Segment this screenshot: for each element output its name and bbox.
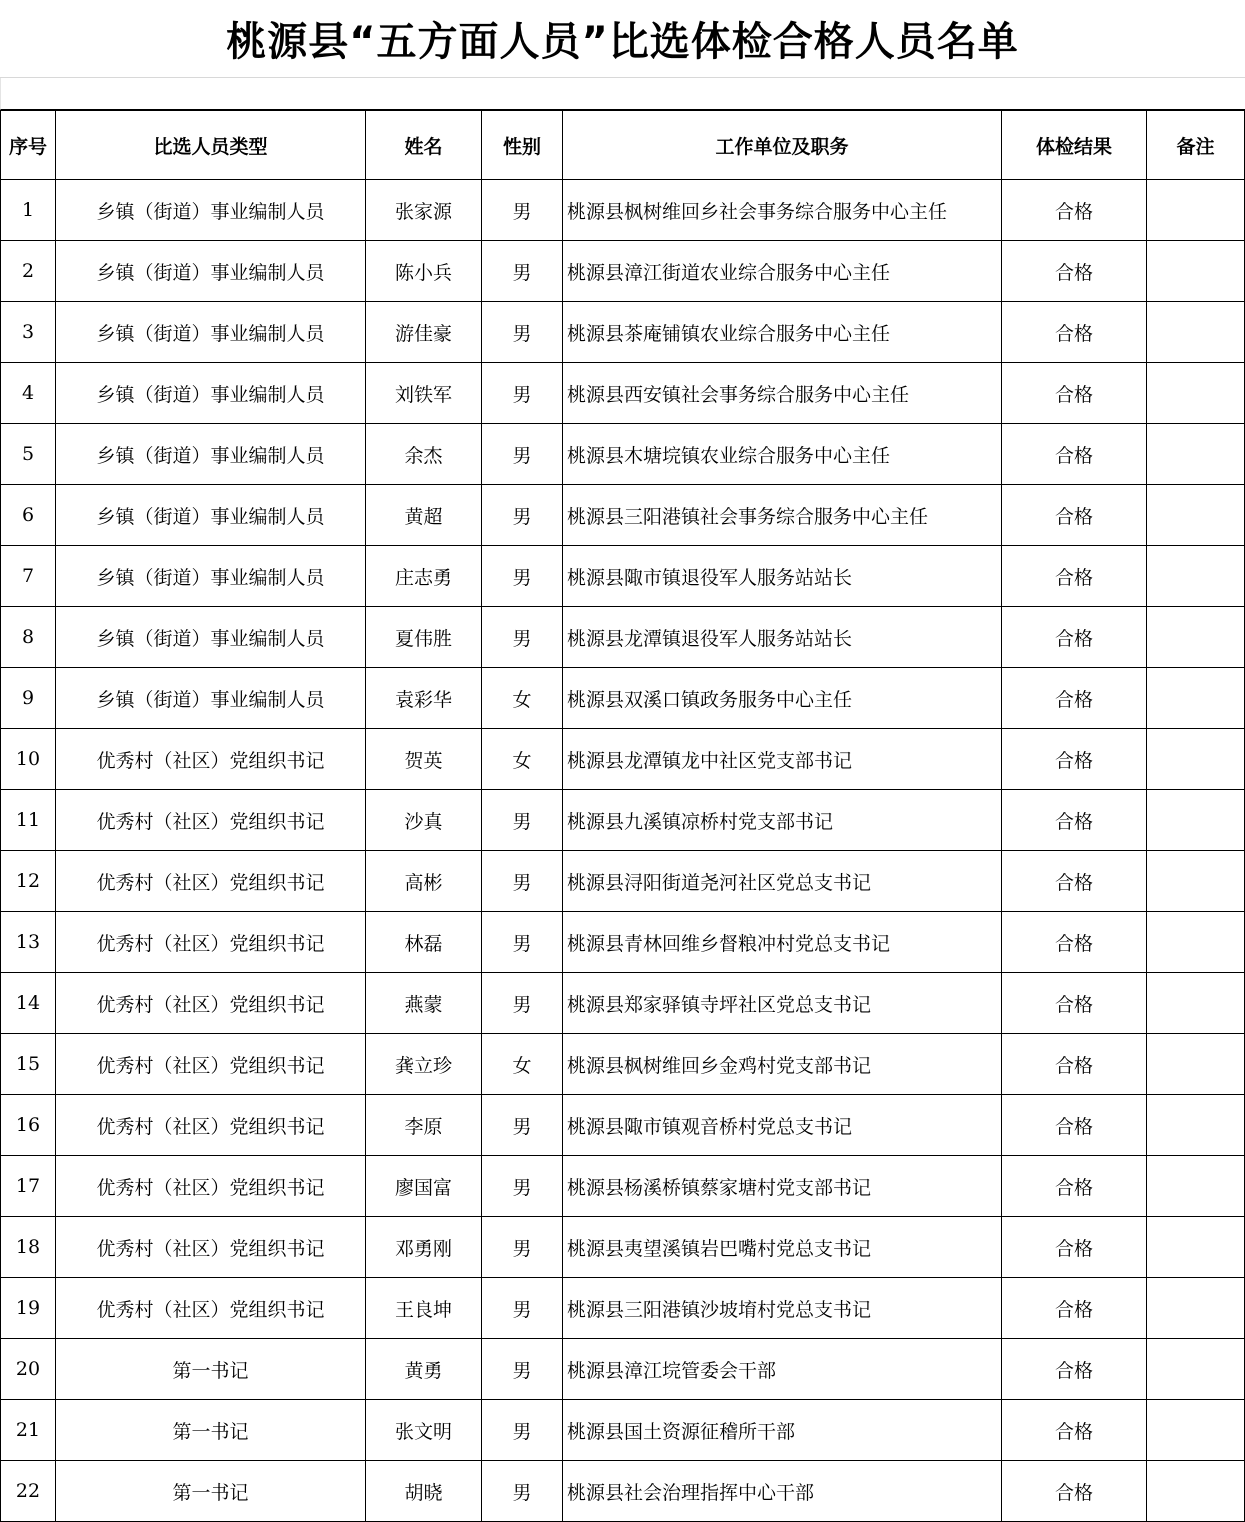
cell-type: 乡镇（街道）事业编制人员	[56, 668, 366, 729]
cell-name: 燕蒙	[366, 973, 482, 1034]
cell-unit: 桃源县龙潭镇龙中社区党支部书记	[563, 729, 1002, 790]
header-name: 姓名	[366, 111, 482, 180]
cell-result: 合格	[1002, 1095, 1147, 1156]
cell-result: 合格	[1002, 180, 1147, 241]
title-row	[0, 0, 1245, 78]
cell-type: 优秀村（社区）党组织书记	[56, 851, 366, 912]
cell-unit: 桃源县三阳港镇社会事务综合服务中心主任	[563, 485, 1002, 546]
cell-type: 乡镇（街道）事业编制人员	[56, 363, 366, 424]
cell-name: 胡晓	[366, 1461, 482, 1522]
cell-gender: 男	[482, 1278, 563, 1339]
cell-result: 合格	[1002, 1278, 1147, 1339]
cell-gender: 男	[482, 912, 563, 973]
table-row	[1, 1156, 1245, 1217]
cell-result: 合格	[1002, 363, 1147, 424]
cell-gender: 男	[482, 424, 563, 485]
cell-note	[1147, 1217, 1245, 1278]
cell-type: 优秀村（社区）党组织书记	[56, 912, 366, 973]
cell-result: 合格	[1002, 668, 1147, 729]
cell-note	[1147, 1156, 1245, 1217]
cell-no: 2	[1, 241, 56, 302]
cell-type: 乡镇（街道）事业编制人员	[56, 241, 366, 302]
cell-gender: 男	[482, 302, 563, 363]
cell-result: 合格	[1002, 1461, 1147, 1522]
cell-no: 21	[1, 1400, 56, 1461]
cell-no: 16	[1, 1095, 56, 1156]
header-no: 序号	[1, 111, 56, 180]
cell-result: 合格	[1002, 241, 1147, 302]
cell-no: 10	[1, 729, 56, 790]
cell-note	[1147, 851, 1245, 912]
cell-no: 22	[1, 1461, 56, 1522]
cell-type: 优秀村（社区）党组织书记	[56, 729, 366, 790]
table-row	[1, 424, 1245, 485]
cell-note	[1147, 1400, 1245, 1461]
cell-gender: 男	[482, 241, 563, 302]
cell-no: 17	[1, 1156, 56, 1217]
cell-note	[1147, 790, 1245, 851]
cell-gender: 男	[482, 607, 563, 668]
cell-no: 9	[1, 668, 56, 729]
table-row	[1, 1034, 1245, 1095]
table-row	[1, 668, 1245, 729]
cell-name: 黄勇	[366, 1339, 482, 1400]
cell-name: 邓勇刚	[366, 1217, 482, 1278]
cell-unit: 桃源县漳江街道农业综合服务中心主任	[563, 241, 1002, 302]
cell-gender: 男	[482, 546, 563, 607]
cell-result: 合格	[1002, 790, 1147, 851]
cell-result: 合格	[1002, 485, 1147, 546]
cell-note	[1147, 912, 1245, 973]
cell-type: 优秀村（社区）党组织书记	[56, 973, 366, 1034]
cell-unit: 桃源县茶庵铺镇农业综合服务中心主任	[563, 302, 1002, 363]
personnel-table	[0, 110, 1245, 1522]
table-row	[1, 1278, 1245, 1339]
table-row	[1, 973, 1245, 1034]
cell-gender: 男	[482, 790, 563, 851]
header-result: 体检结果	[1002, 111, 1147, 180]
cell-no: 4	[1, 363, 56, 424]
cell-note	[1147, 607, 1245, 668]
cell-result: 合格	[1002, 1217, 1147, 1278]
cell-gender: 女	[482, 1034, 563, 1095]
cell-type: 乡镇（街道）事业编制人员	[56, 485, 366, 546]
cell-note	[1147, 729, 1245, 790]
header-row	[1, 111, 1245, 180]
cell-note	[1147, 485, 1245, 546]
cell-unit: 桃源县夷望溪镇岩巴嘴村党总支书记	[563, 1217, 1002, 1278]
cell-no: 11	[1, 790, 56, 851]
cell-no: 7	[1, 546, 56, 607]
cell-type: 优秀村（社区）党组织书记	[56, 1278, 366, 1339]
cell-unit: 桃源县木塘垸镇农业综合服务中心主任	[563, 424, 1002, 485]
cell-unit: 桃源县枫树维回乡金鸡村党支部书记	[563, 1034, 1002, 1095]
cell-name: 夏伟胜	[366, 607, 482, 668]
cell-no: 20	[1, 1339, 56, 1400]
table-row	[1, 729, 1245, 790]
cell-name: 王良坤	[366, 1278, 482, 1339]
cell-name: 林磊	[366, 912, 482, 973]
cell-type: 优秀村（社区）党组织书记	[56, 1034, 366, 1095]
cell-no: 13	[1, 912, 56, 973]
cell-note	[1147, 973, 1245, 1034]
cell-no: 5	[1, 424, 56, 485]
table-row	[1, 302, 1245, 363]
cell-name: 陈小兵	[366, 241, 482, 302]
cell-note	[1147, 180, 1245, 241]
cell-no: 3	[1, 302, 56, 363]
cell-type: 优秀村（社区）党组织书记	[56, 1217, 366, 1278]
cell-unit: 桃源县社会治理指挥中心干部	[563, 1461, 1002, 1522]
cell-gender: 男	[482, 363, 563, 424]
cell-type: 乡镇（街道）事业编制人员	[56, 180, 366, 241]
cell-note	[1147, 1461, 1245, 1522]
cell-unit: 桃源县九溪镇凉桥村党支部书记	[563, 790, 1002, 851]
table-row	[1, 241, 1245, 302]
cell-name: 游佳豪	[366, 302, 482, 363]
table-row	[1, 363, 1245, 424]
cell-gender: 女	[482, 729, 563, 790]
cell-name: 余杰	[366, 424, 482, 485]
cell-result: 合格	[1002, 302, 1147, 363]
cell-unit: 桃源县漳江垸管委会干部	[563, 1339, 1002, 1400]
cell-no: 12	[1, 851, 56, 912]
cell-no: 15	[1, 1034, 56, 1095]
cell-unit: 桃源县青林回维乡督粮冲村党总支书记	[563, 912, 1002, 973]
cell-result: 合格	[1002, 607, 1147, 668]
cell-result: 合格	[1002, 1339, 1147, 1400]
cell-no: 19	[1, 1278, 56, 1339]
cell-name: 黄超	[366, 485, 482, 546]
cell-note	[1147, 424, 1245, 485]
cell-note	[1147, 1339, 1245, 1400]
cell-name: 刘铁军	[366, 363, 482, 424]
cell-gender: 男	[482, 973, 563, 1034]
cell-no: 8	[1, 607, 56, 668]
cell-name: 李原	[366, 1095, 482, 1156]
cell-name: 袁彩华	[366, 668, 482, 729]
cell-type: 优秀村（社区）党组织书记	[56, 790, 366, 851]
cell-type: 第一书记	[56, 1461, 366, 1522]
header-type: 比选人员类型	[56, 111, 366, 180]
table-row	[1, 1400, 1245, 1461]
cell-no: 18	[1, 1217, 56, 1278]
cell-gender: 男	[482, 1461, 563, 1522]
cell-unit: 桃源县郑家驿镇寺坪社区党总支书记	[563, 973, 1002, 1034]
cell-result: 合格	[1002, 1400, 1147, 1461]
cell-note	[1147, 241, 1245, 302]
cell-name: 张家源	[366, 180, 482, 241]
cell-no: 6	[1, 485, 56, 546]
table-body	[1, 180, 1245, 1522]
cell-name: 贺英	[366, 729, 482, 790]
cell-name: 庄志勇	[366, 546, 482, 607]
cell-unit: 桃源县双溪口镇政务服务中心主任	[563, 668, 1002, 729]
cell-unit: 桃源县龙潭镇退役军人服务站站长	[563, 607, 1002, 668]
cell-type: 第一书记	[56, 1339, 366, 1400]
cell-result: 合格	[1002, 851, 1147, 912]
table-row	[1, 912, 1245, 973]
cell-gender: 男	[482, 1217, 563, 1278]
header-note: 备注	[1147, 111, 1245, 180]
table-row	[1, 180, 1245, 241]
table-row	[1, 790, 1245, 851]
cell-gender: 女	[482, 668, 563, 729]
cell-name: 龚立珍	[366, 1034, 482, 1095]
cell-gender: 男	[482, 1095, 563, 1156]
cell-note	[1147, 668, 1245, 729]
cell-result: 合格	[1002, 1034, 1147, 1095]
cell-gender: 男	[482, 1156, 563, 1217]
cell-name: 廖国富	[366, 1156, 482, 1217]
cell-type: 乡镇（街道）事业编制人员	[56, 546, 366, 607]
table-row	[1, 546, 1245, 607]
cell-gender: 男	[482, 1339, 563, 1400]
cell-name: 沙真	[366, 790, 482, 851]
header-gender: 性别	[482, 111, 563, 180]
cell-unit: 桃源县枫树维回乡社会事务综合服务中心主任	[563, 180, 1002, 241]
cell-note	[1147, 302, 1245, 363]
cell-name: 高彬	[366, 851, 482, 912]
cell-unit: 桃源县三阳港镇沙坡堉村党总支书记	[563, 1278, 1002, 1339]
cell-result: 合格	[1002, 973, 1147, 1034]
cell-unit: 桃源县浔阳街道尧河社区党总支书记	[563, 851, 1002, 912]
cell-gender: 男	[482, 851, 563, 912]
table-row	[1, 1339, 1245, 1400]
cell-unit: 桃源县杨溪桥镇蔡家塘村党支部书记	[563, 1156, 1002, 1217]
cell-gender: 男	[482, 180, 563, 241]
cell-name: 张文明	[366, 1400, 482, 1461]
cell-type: 乡镇（街道）事业编制人员	[56, 302, 366, 363]
cell-type: 优秀村（社区）党组织书记	[56, 1095, 366, 1156]
cell-unit: 桃源县国土资源征稽所干部	[563, 1400, 1002, 1461]
header-unit: 工作单位及职务	[563, 111, 1002, 180]
cell-note	[1147, 1278, 1245, 1339]
cell-unit: 桃源县西安镇社会事务综合服务中心主任	[563, 363, 1002, 424]
table-row	[1, 485, 1245, 546]
table-row	[1, 607, 1245, 668]
cell-result: 合格	[1002, 729, 1147, 790]
cell-note	[1147, 363, 1245, 424]
table-row	[1, 851, 1245, 912]
cell-no: 1	[1, 180, 56, 241]
cell-gender: 男	[482, 485, 563, 546]
cell-note	[1147, 546, 1245, 607]
table-row	[1, 1461, 1245, 1522]
cell-result: 合格	[1002, 546, 1147, 607]
cell-result: 合格	[1002, 1156, 1147, 1217]
blank-row	[0, 78, 1245, 110]
cell-result: 合格	[1002, 424, 1147, 485]
cell-note	[1147, 1034, 1245, 1095]
cell-unit: 桃源县陬市镇退役军人服务站站长	[563, 546, 1002, 607]
cell-unit: 桃源县陬市镇观音桥村党总支书记	[563, 1095, 1002, 1156]
cell-gender: 男	[482, 1400, 563, 1461]
cell-type: 第一书记	[56, 1400, 366, 1461]
cell-no: 14	[1, 973, 56, 1034]
cell-type: 优秀村（社区）党组织书记	[56, 1156, 366, 1217]
table-row	[1, 1217, 1245, 1278]
cell-result: 合格	[1002, 912, 1147, 973]
page-title: 桃源县“五方面人员”比选体检合格人员名单	[226, 19, 1019, 65]
table-row	[1, 1095, 1245, 1156]
cell-type: 乡镇（街道）事业编制人员	[56, 607, 366, 668]
cell-note	[1147, 1095, 1245, 1156]
cell-type: 乡镇（街道）事业编制人员	[56, 424, 366, 485]
